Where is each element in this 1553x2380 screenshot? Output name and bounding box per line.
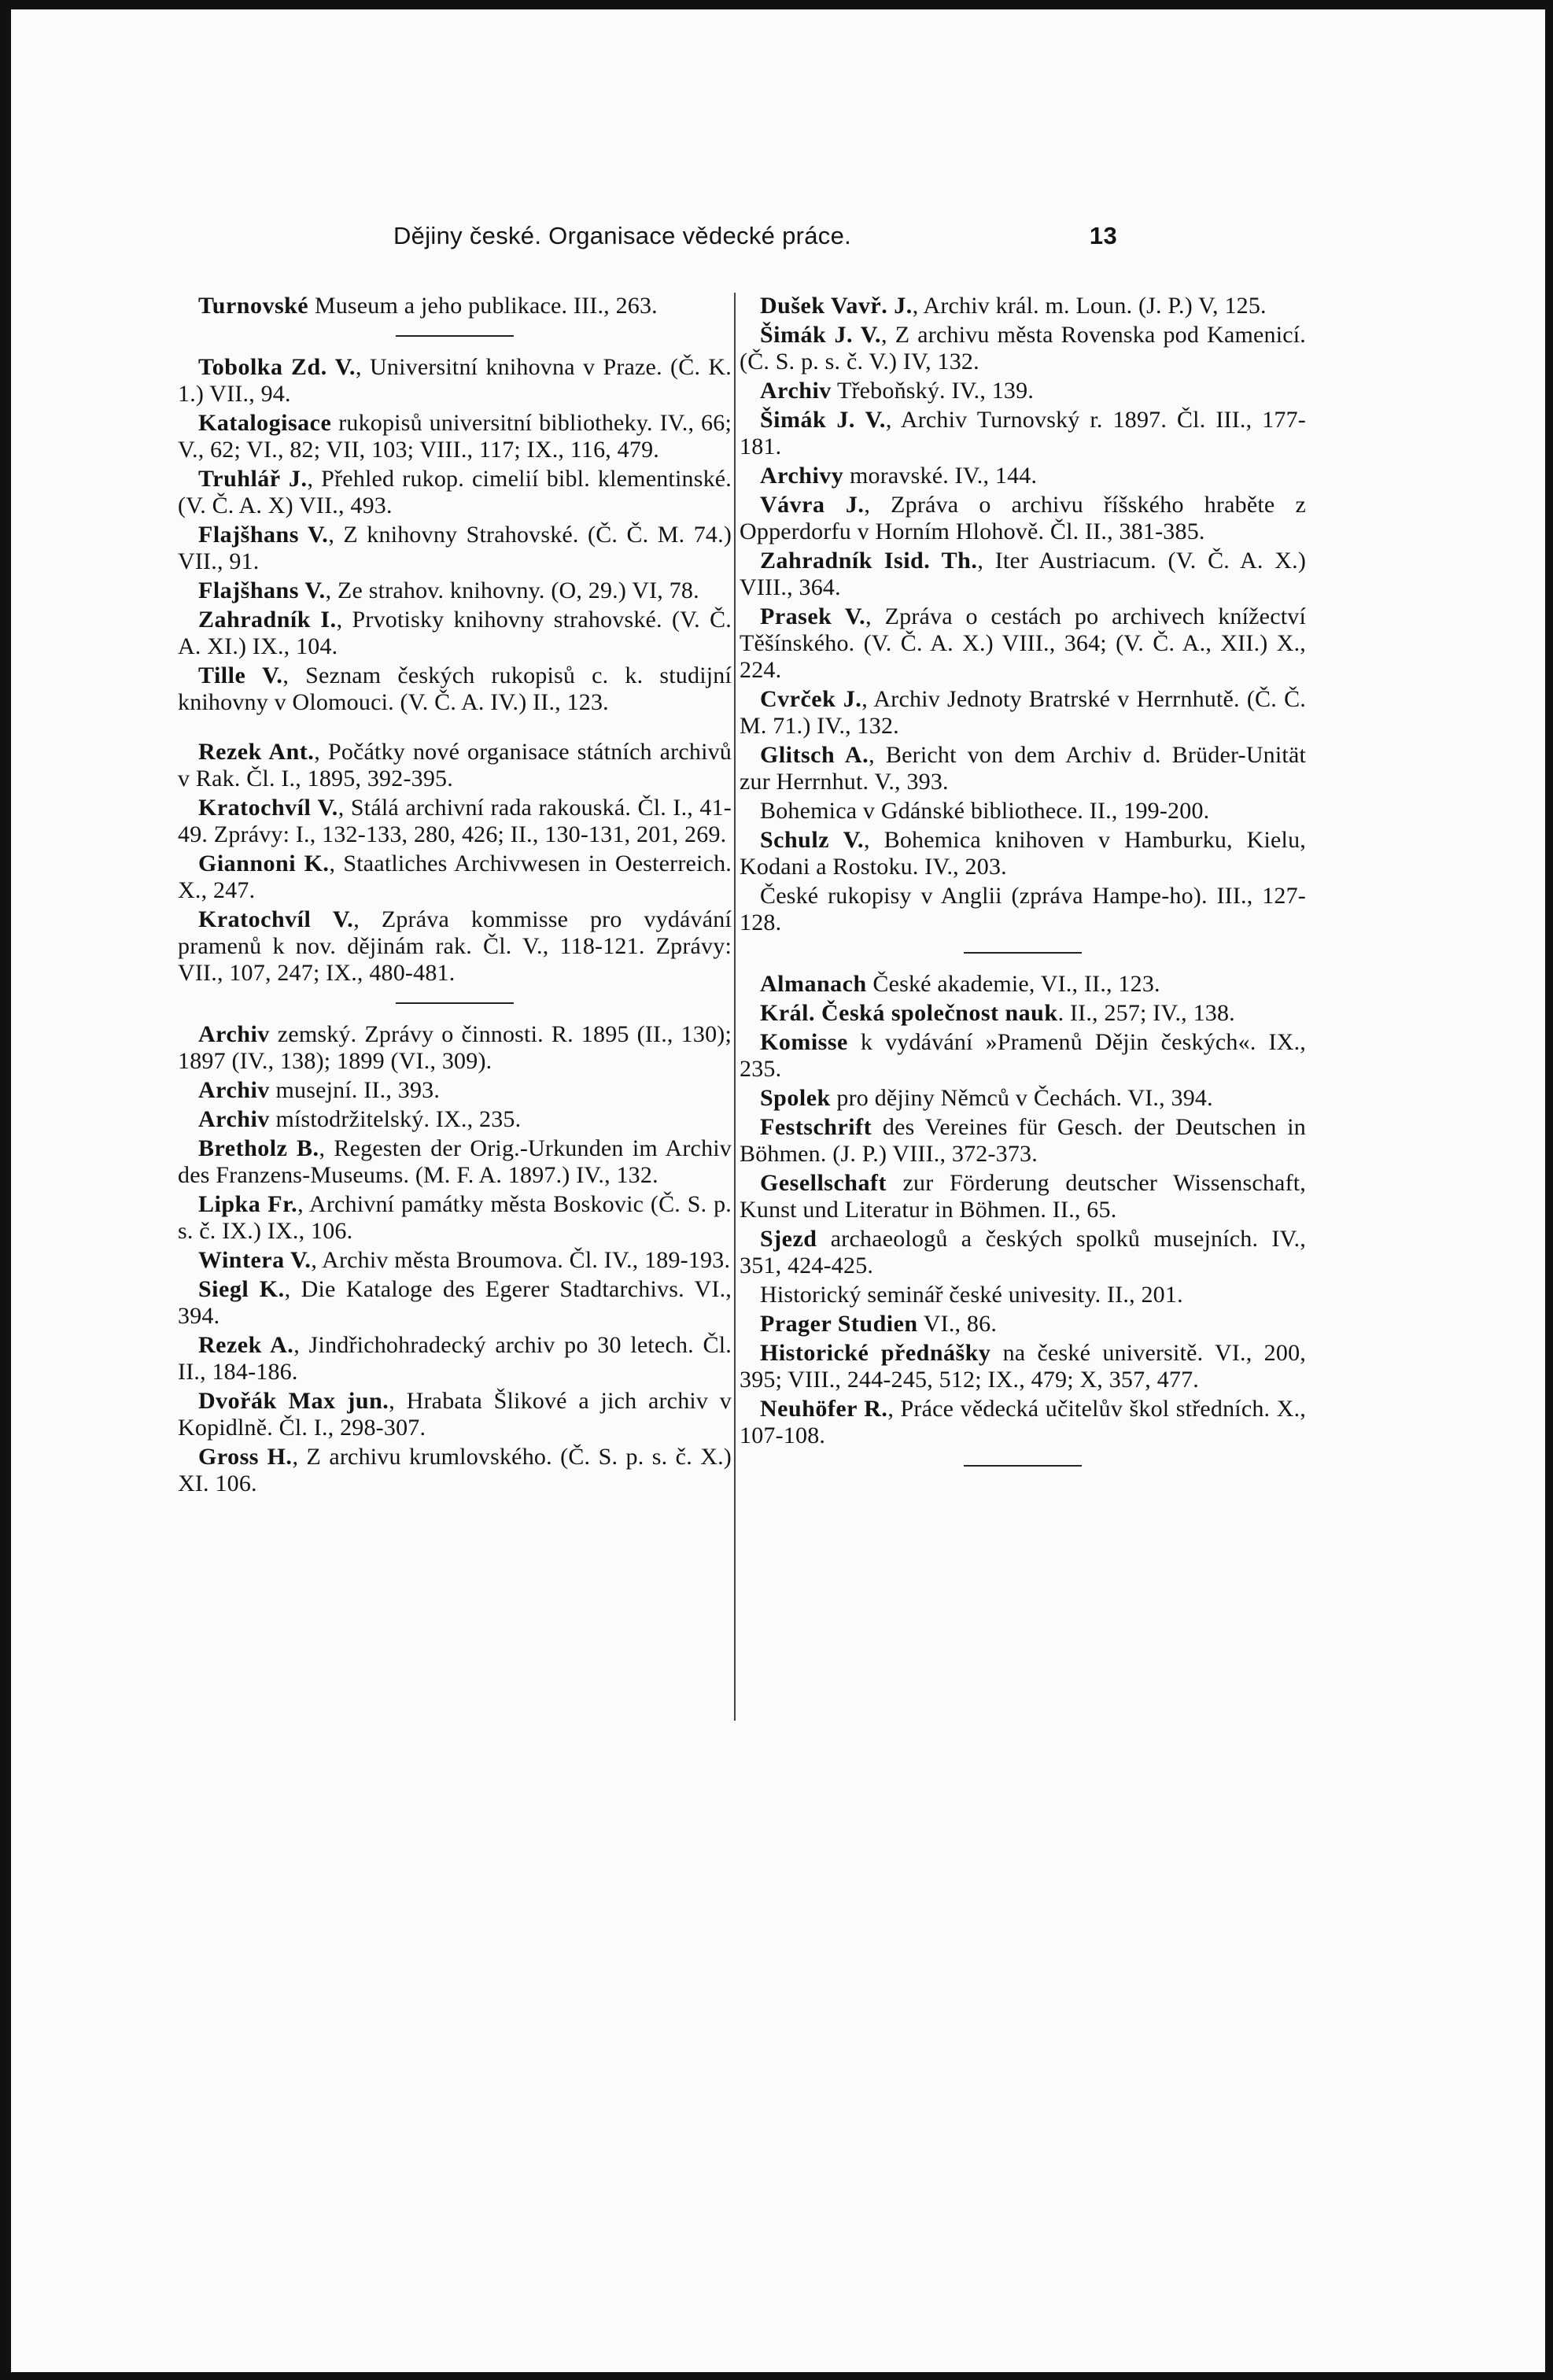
- running-title: Dějiny české. Organisace vědecké práce.: [393, 222, 852, 249]
- entry-author: Sjezd: [760, 1226, 817, 1252]
- bibliography-entry: [740, 603, 1306, 684]
- bibliography-entry: [178, 662, 732, 716]
- entry-text: České rukopisy v Anglii (zpráva Hampe-ho). III., 127-128.: [740, 883, 1306, 935]
- entry-author: Cvrček J.: [760, 686, 862, 712]
- bibliography-entry: [740, 548, 1306, 601]
- bibliography-entry: [740, 798, 1306, 825]
- entry-text: , Zpráva o archivu říšského hraběte z Opperdorfu v Horním Hlohově. Čl. II., 381-385.: [740, 492, 1306, 544]
- entry-text: místodržitelský. IX., 235.: [269, 1106, 522, 1132]
- entry-author: Král. Česká společnost nauk: [760, 1000, 1058, 1026]
- entry-text: des Vereines für Gesch. der Deutschen in Böhmen. (J. P.) VIII., 372-373.: [740, 1114, 1306, 1167]
- entry-author: Šimák J. V.: [760, 322, 882, 348]
- entry-author: Prager Studien: [760, 1311, 918, 1337]
- bibliography-entry: [740, 1000, 1306, 1027]
- bibliography-entry: [740, 883, 1306, 936]
- bibliography-entry: [178, 739, 732, 792]
- entry-text: , Seznam českých rukopisů c. k. studijní knihovny v Olomouci. (V. Č. A. IV.) II., 123.: [178, 662, 732, 715]
- entry-author: Archivy: [760, 463, 844, 489]
- entry-text: , Počátky nové organisace státních archivů v Rak. Čl. I., 1895, 392-395.: [178, 739, 732, 791]
- bibliography-entry: [740, 1396, 1306, 1449]
- bibliography-entry: [178, 1077, 732, 1104]
- entry-text: , Die Kataloge des Egerer Stadtarchivs. VI., 394.: [178, 1276, 732, 1329]
- bibliography-entry: [740, 1226, 1306, 1279]
- entry-author: Vávra J.: [760, 492, 865, 518]
- entry-author: Katalogisace: [198, 410, 332, 436]
- entry-author: Tobolka Zd. V.: [198, 354, 356, 380]
- section-separator: [396, 335, 514, 337]
- bibliography-entry: [178, 577, 732, 604]
- entry-author: Spolek: [760, 1085, 831, 1111]
- entry-text: , Archiv města Broumova. Čl. IV., 189-193.: [311, 1247, 731, 1273]
- entry-text: rukopisů universitní bibliotheky. IV., 66; V., 62; VI., 82; VII, 103; VIII., 117; IX., 116, 479.: [178, 410, 732, 463]
- section-separator: [396, 1002, 514, 1004]
- entry-author: Gesellschaft: [760, 1170, 887, 1196]
- bibliography-entry: [740, 1029, 1306, 1083]
- entry-author: Dušek Vavř. J.: [760, 293, 913, 319]
- entry-text: , Zpráva o cestách po archivech knížectví Těšínského. (V. Č. A. X.) VIII., 364; (V. Č. A., XII.) X., 224.: [740, 603, 1306, 683]
- bibliography-entry: [740, 742, 1306, 795]
- entry-author: Schulz V.: [760, 827, 865, 853]
- entry-text: zur Förderung deutscher Wissenschaft, Kunst und Literatur in Böhmen. II., 65.: [740, 1170, 1306, 1223]
- entry-author: Almanach: [760, 971, 867, 997]
- entry-text: , Bericht von dem Archiv d. Brüder-Unität zur Herrnhut. V., 393.: [740, 742, 1306, 795]
- entry-text: Museum a jeho publikace. III., 263.: [308, 293, 658, 319]
- entry-text: archaeologů a českých spolků musejních. IV., 351, 424-425.: [740, 1226, 1306, 1279]
- entry-text: , Bohemica knihoven v Hamburku, Kielu, Kodani a Rostoku. IV., 203.: [740, 827, 1306, 880]
- entry-author: Siegl K.: [198, 1276, 285, 1302]
- entry-text: , Archiv král. m. Loun. (J. P.) V, 125.: [912, 293, 1267, 319]
- entry-text: VI., 86.: [917, 1311, 998, 1337]
- bibliography-entry: [740, 1170, 1306, 1223]
- bibliography-entry: [740, 686, 1306, 740]
- entry-author: Giannoni K.: [198, 851, 330, 876]
- entry-author: Archiv: [198, 1077, 270, 1103]
- entry-author: Lipka Fr.: [198, 1191, 298, 1217]
- scan-border-left: [0, 0, 11, 2380]
- scan-border-bottom: [0, 2372, 1553, 2380]
- entry-text: Historický seminář české univesity. II., 201.: [760, 1282, 1183, 1308]
- bibliography-entry: [178, 1021, 732, 1075]
- entry-text: , Z archivu města Rovenska pod Kamenicí. (Č. S. p. s. č. V.) IV, 132.: [740, 322, 1306, 375]
- entry-text: zemský. Zprávy o činnosti. R. 1895 (II., 130); 1897 (IV., 138); 1899 (VI., 309).: [178, 1021, 732, 1074]
- entry-author: Komisse: [760, 1029, 848, 1055]
- entry-text: , Zpráva kommisse pro vydávání pramenů k nov. dějinám rak. Čl. V., 118-121. Zprávy: VII., 107, 247; IX., 480-481.: [178, 906, 732, 986]
- entry-text: . II., 257; IV., 138.: [1057, 1000, 1235, 1026]
- entry-author: Prasek V.: [760, 603, 866, 629]
- scan-border-right: [1545, 0, 1553, 2380]
- entry-text: , Archiv Turnovský r. 1897. Čl. III., 177-181.: [740, 407, 1306, 459]
- entry-author: Rezek A.: [198, 1332, 294, 1358]
- entry-text: , Práce vědecká učitelův škol středních. X., 107-108.: [740, 1396, 1306, 1448]
- entry-text: České akademie, VI., II., 123.: [866, 971, 1160, 997]
- entry-text: , Regesten der Orig.-Urkunden im Archiv des Franzens-Museums. (M. F. A. 1897.) IV., 132.: [178, 1135, 732, 1188]
- bibliography-entry: [740, 971, 1306, 998]
- entry-author: Rezek Ant.: [198, 739, 315, 765]
- running-head: [393, 222, 1117, 256]
- entry-text: , Z archivu krumlovského. (Č. S. p. s. č. X.) XI. 106.: [178, 1444, 732, 1496]
- column-divider: [734, 293, 736, 1721]
- bibliography-entry: [178, 1135, 732, 1189]
- entry-text: , Iter Austriacum. (V. Č. A. X.) VIII., 364.: [740, 548, 1307, 600]
- section-separator: [964, 1465, 1082, 1467]
- page-number: 13: [1089, 222, 1117, 249]
- bibliography-entry: [178, 410, 732, 463]
- entry-text: , Universitní knihovna v Praze. (Č. K. 1.) VII., 94.: [178, 354, 732, 407]
- bibliography-entry: [178, 1106, 732, 1133]
- entry-text: Bohemica v Gdánské bibliothece. II., 199-200.: [760, 798, 1210, 824]
- entry-author: Šimák J. V.: [760, 407, 886, 433]
- entry-author: Festschrift: [760, 1114, 872, 1140]
- section-gap: [178, 718, 732, 739]
- bibliography-entry: [178, 1332, 732, 1386]
- entry-text: musejní. II., 393.: [269, 1077, 441, 1103]
- entry-text: , Z knihovny Strahovské. (Č. Č. M. 74.) VII., 91.: [178, 522, 732, 574]
- entry-author: Zahradník I.: [198, 607, 337, 633]
- section-separator: [964, 952, 1082, 954]
- entry-text: na české universitě. VI., 200, 395; VIII., 244-245, 512; IX., 479; X, 357, 477.: [740, 1340, 1306, 1393]
- bibliography-entry: [740, 378, 1306, 404]
- bibliography-entry: [740, 1340, 1306, 1393]
- bibliography-entry: [740, 1114, 1306, 1168]
- bibliography-entry: [178, 1388, 732, 1441]
- entry-author: Turnovské: [198, 293, 309, 319]
- bibliography-entry: [740, 1311, 1306, 1338]
- left-column: [178, 293, 732, 1500]
- entry-author: Kratochvíl V.: [198, 795, 338, 821]
- bibliography-entry: [178, 1444, 732, 1497]
- entry-text: , Archivní památky města Boskovic (Č. S. p. s. č. IX.) IX., 106.: [178, 1191, 732, 1244]
- entry-author: Kratochvíl V.: [198, 906, 354, 932]
- entry-text: , Ze strahov. knihovny. (O, 29.) VI, 78.: [325, 577, 699, 603]
- entry-text: Třeboňský. IV., 139.: [831, 378, 1035, 404]
- entry-author: Archiv: [760, 378, 832, 404]
- entry-text: , Přehled rukop. cimelií bibl. klementinské. (V. Č. A. X) VII., 493.: [178, 466, 732, 518]
- entry-author: Gross H.: [198, 1444, 293, 1470]
- bibliography-entry: [178, 293, 732, 319]
- bibliography-entry: [178, 1191, 732, 1245]
- bibliography-entry: [178, 466, 732, 519]
- entry-author: Flajšhans V.: [198, 522, 329, 548]
- bibliography-entry: [178, 851, 732, 904]
- entry-text: , Archiv Jednoty Bratrské v Herrnhutě. (Č. Č. M. 71.) IV., 132.: [740, 686, 1306, 739]
- entry-author: Truhlář J.: [198, 466, 308, 492]
- entry-author: Wintera V.: [198, 1247, 312, 1273]
- entry-text: , Hrabata Šlikové a jich archiv v Kopidlně. Čl. I., 298-307.: [178, 1388, 732, 1441]
- bibliography-entry: [740, 322, 1306, 375]
- bibliography-entry: [740, 1085, 1306, 1112]
- bibliography-entry: [178, 1276, 732, 1330]
- bibliography-entry: [178, 607, 732, 660]
- bibliography-entry: [740, 492, 1306, 545]
- entry-text: , Stálá archivní rada rakouská. Čl. I., 41-49. Zprávy: I., 132-133, 280, 426; II., 130-131, 201, 269.: [178, 795, 732, 847]
- entry-author: Archiv: [198, 1106, 270, 1132]
- right-column: [740, 293, 1306, 1484]
- entry-text: k vydávání »Pramenů Dějin českých«. IX., 235.: [740, 1029, 1306, 1082]
- bibliography-entry: [178, 522, 732, 575]
- bibliography-entry: [740, 293, 1306, 319]
- entry-author: Zahradník Isid. Th.: [760, 548, 978, 574]
- bibliography-entry: [178, 906, 732, 987]
- entry-author: Bretholz B.: [198, 1135, 319, 1161]
- bibliography-entry: [740, 463, 1306, 489]
- entry-text: , Staatliches Archivwesen in Oesterreich. X., 247.: [178, 851, 732, 903]
- entry-author: Neuhöfer R.: [760, 1396, 888, 1422]
- bibliography-entry: [178, 1247, 732, 1274]
- scan-border-top: [0, 0, 1553, 9]
- entry-text: pro dějiny Němců v Čechách. VI., 394.: [830, 1085, 1213, 1111]
- bibliography-entry: [740, 407, 1306, 460]
- entry-author: Glitsch A.: [760, 742, 869, 768]
- entry-author: Tille V.: [198, 662, 283, 688]
- entry-author: Flajšhans V.: [198, 577, 326, 603]
- entry-text: , Prvotisky knihovny strahovské. (V. Č. A. XI.) IX., 104.: [178, 607, 732, 659]
- entry-author: Historické přednášky: [760, 1340, 991, 1366]
- entry-author: Archiv: [198, 1021, 270, 1047]
- entry-author: Dvořák Max jun.: [198, 1388, 389, 1414]
- entry-text: moravské. IV., 144.: [843, 463, 1038, 489]
- entry-text: , Jindřichohradecký archiv po 30 letech. Čl. II., 184-186.: [178, 1332, 732, 1385]
- bibliography-entry: [178, 354, 732, 408]
- bibliography-entry: [740, 827, 1306, 880]
- bibliography-entry: [178, 795, 732, 848]
- bibliography-entry: [740, 1282, 1306, 1308]
